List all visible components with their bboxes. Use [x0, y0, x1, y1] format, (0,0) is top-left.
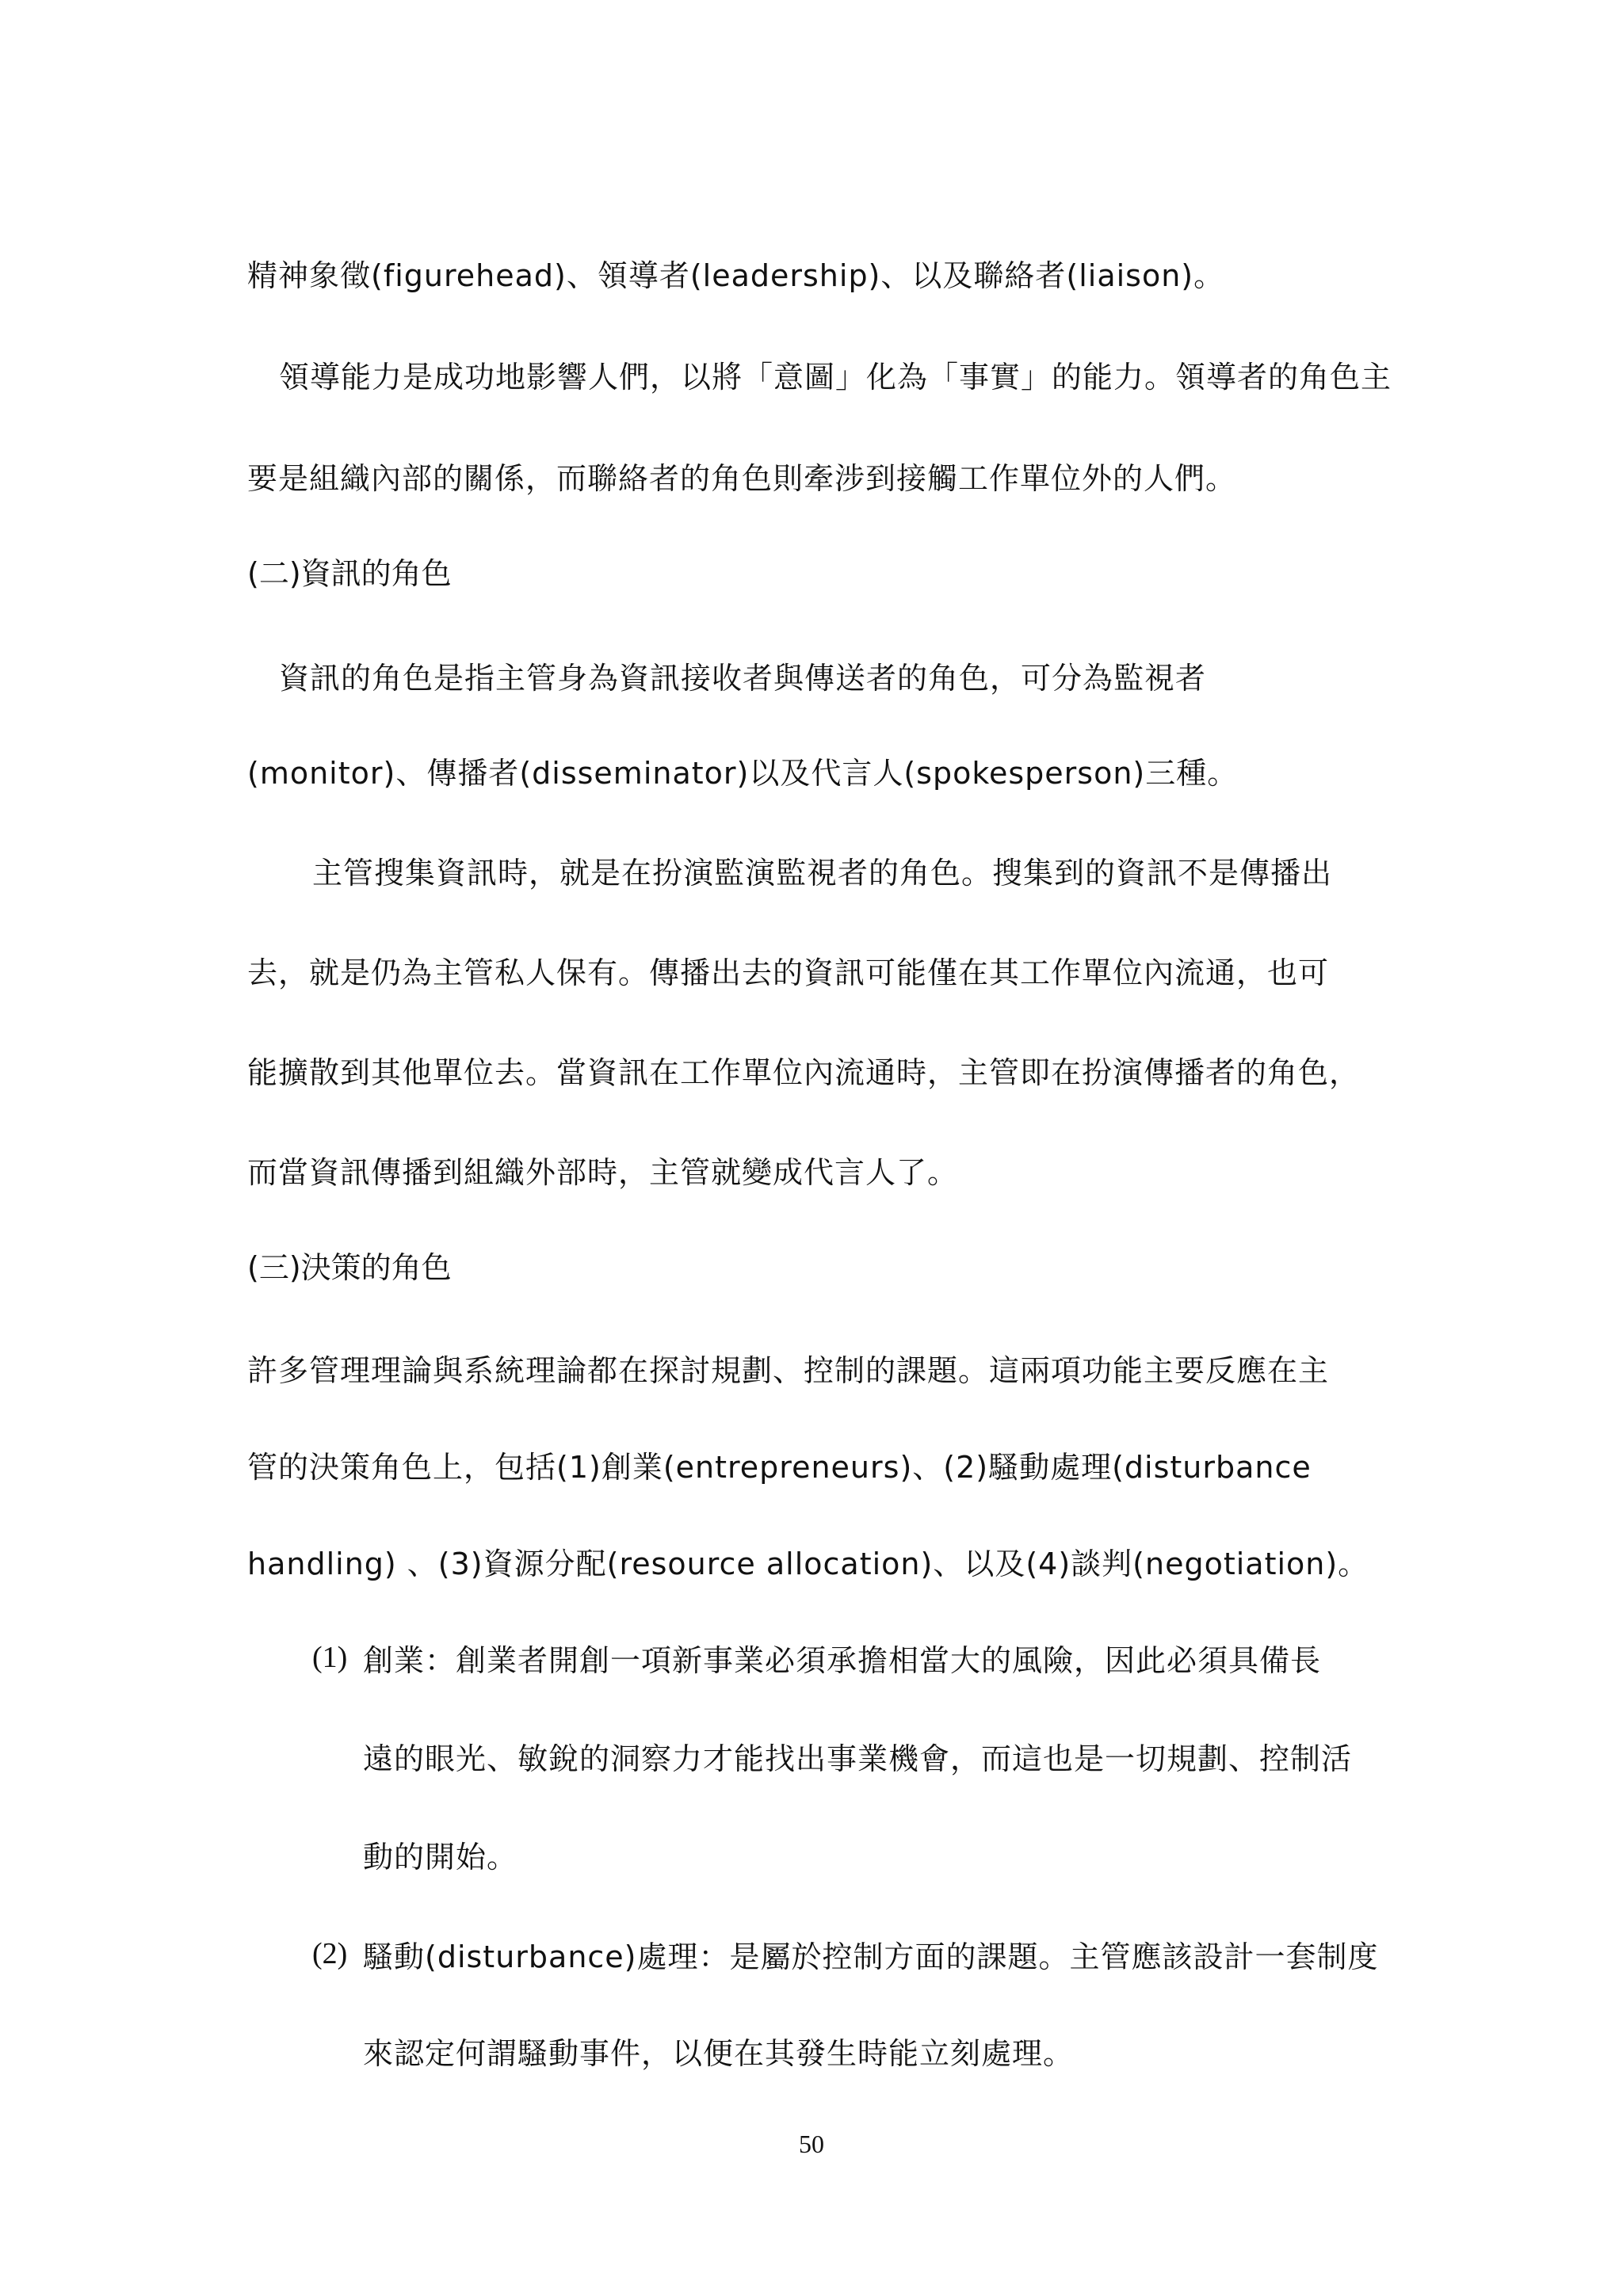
paragraph-line: 領導能力是成功地影響人們，以將「意圖」化為「事實」的能力。領導者的角色主 [279, 360, 1392, 395]
list-item-line: 遠的眼光、敏銳的洞察力才能找出事業機會，而這也是一切規劃、控制活 [363, 1741, 1353, 1776]
list-item-line: 來認定何謂騷動事件，以便在其發生時能立刻處理。 [363, 2036, 1075, 2071]
section-heading: (二)資訊的角色 [247, 556, 452, 591]
paragraph-line: 許多管理理論與系統理論都在探討規劃、控制的課題。這兩項功能主要反應在主 [247, 1353, 1330, 1388]
list-item-number: (1) [312, 1641, 348, 1674]
list-item-line: 動的開始。 [363, 1840, 518, 1875]
list-item-number: (2) [312, 1937, 348, 1970]
paragraph-line: 而當資訊傳播到組織外部時，主管就變成代言人了。 [247, 1155, 959, 1190]
paragraph-line: 精神象徵(figurehead)、領導者(leadership)、以及聯絡者(liaison)。 [247, 258, 1225, 293]
paragraph-line: 主管搜集資訊時，就是在扮演監演監視者的角色。搜集到的資訊不是傳播出 [312, 856, 1333, 891]
paragraph-line: 能擴散到其他單位去。當資訊在工作單位內流通時，主管即在扮演傳播者的角色， [247, 1055, 1361, 1090]
paragraph-line: (monitor)、傳播者(disseminator)以及代言人(spokesperson)三種。 [247, 756, 1239, 791]
paragraph-line: 資訊的角色是指主管身為資訊接收者與傳送者的角色，可分為監視者 [279, 661, 1207, 696]
list-item-line: 創業：創業者開創一項新事業必須承擔相當大的風險，因此必須具備長 [363, 1643, 1322, 1678]
paragraph-line: 管的決策角色上，包括(1)創業(entrepreneurs)、(2)騷動處理(disturbance [247, 1450, 1312, 1485]
paragraph-line: 要是組織內部的關係，而聯絡者的角色則牽涉到接觸工作單位外的人們。 [247, 461, 1237, 496]
section-heading: (三)決策的角色 [247, 1250, 452, 1285]
list-item-line: 騷動(disturbance)處理：是屬於控制方面的課題。主管應該設計一套制度 [363, 1939, 1379, 1974]
paragraph-line: 去，就是仍為主管私人保有。傳播出去的資訊可能僅在其工作單位內流通，也可 [247, 955, 1330, 990]
paragraph-line: handling) 、(3)資源分配(resource allocation)、以及(4)談判(negotiation)。 [247, 1547, 1369, 1581]
page-number: 50 [799, 2130, 824, 2158]
